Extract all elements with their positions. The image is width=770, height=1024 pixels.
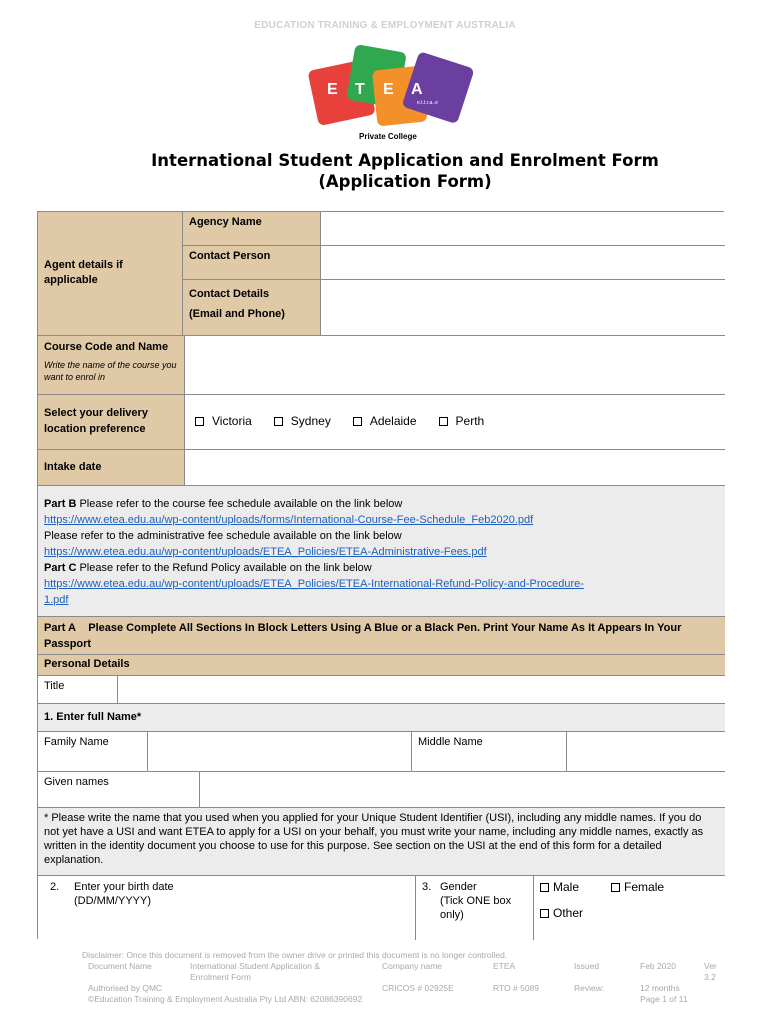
intake-date-field[interactable]	[185, 450, 725, 486]
footer-cricos: CRICOS # 02925E	[382, 983, 454, 993]
part-b-text: Please refer to the course fee schedule available on the link below	[76, 498, 403, 510]
course-field[interactable]	[185, 336, 725, 395]
course-hint: Write the name of the course you want to enrol in	[44, 360, 177, 382]
option-label: Adelaide	[369, 414, 417, 428]
personal-details-heading: Personal Details	[38, 655, 725, 676]
delivery-option-adelaide[interactable]	[353, 414, 417, 428]
birth-date-format: (DD/MM/YYYY)	[74, 895, 151, 907]
title-label: Title	[38, 676, 118, 704]
footer-issued-value: Feb 2020	[640, 961, 676, 971]
page-title	[0, 150, 770, 192]
middle-name-field[interactable]	[567, 732, 725, 772]
part-a-label: Part A	[44, 622, 76, 634]
footer-review-value: 12 months	[640, 983, 680, 993]
checkbox-icon[interactable]	[195, 417, 204, 426]
part-a-text: Please Complete All Sections In Block Letters Using A Blue or a Black Pen. Print Your Name As It Appears In Your Passport	[44, 622, 682, 650]
option-label: Perth	[455, 414, 485, 428]
logo-letter-a: A	[411, 81, 423, 98]
agency-name-label: Agency Name	[183, 212, 321, 246]
given-names-label: Given names	[38, 772, 200, 808]
footer-issued-label: Issued	[574, 961, 600, 971]
agency-name-field[interactable]	[321, 212, 725, 246]
usi-note: * Please write the name that you used when you applied for your Unique Student Identifier (USI), including any middle names. If you do not yet have a USI and want ETEA to apply for a USI on your behalf, you must write your name, including any middle names, exactly as written in the identity document you choose to use for this purpose. See section on the USI at the end of this form for a detailed explanation.	[38, 808, 725, 876]
part-c-text: Please refer to the Refund Policy available on the link below	[76, 562, 372, 574]
birth-date-label: Enter your birth date	[74, 881, 174, 893]
checkbox-icon[interactable]	[353, 417, 362, 426]
gender-hint-1: (Tick ONE box	[440, 895, 512, 907]
logo-letter-e1: E	[327, 81, 338, 98]
gender-option-male[interactable]	[540, 880, 579, 894]
family-name-label: Family Name	[38, 732, 148, 772]
gender-hint-2: only)	[440, 909, 464, 921]
delivery-options	[185, 395, 725, 450]
course-label	[38, 336, 185, 395]
checkbox-icon[interactable]	[611, 883, 620, 892]
etea-logo	[305, 44, 475, 144]
option-label: Other	[553, 906, 584, 920]
contact-person-label: Contact Person	[183, 246, 321, 280]
footer-review-label: Review:	[574, 983, 605, 993]
full-name-heading: 1. Enter full Name*	[38, 704, 725, 732]
footer-doc-name-label: Document Name	[88, 961, 152, 971]
application-form	[37, 211, 724, 939]
contact-details-sub: (Email and Phone)	[189, 308, 285, 320]
footer-disclaimer: Disclaimer: Once this document is removed from the owner drive or printed this document is no longer controlled.	[82, 950, 508, 960]
agent-details-label: Agent details if applicable	[38, 212, 183, 336]
delivery-option-perth[interactable]	[439, 414, 485, 428]
part-b-label: Part B	[44, 498, 77, 510]
course-label-text: Course Code and Name	[44, 341, 169, 353]
middle-name-label: Middle Name	[412, 732, 567, 772]
footer-copyright: ©Education Training & Employment Australia Pty Ltd ABN: 62086390692	[88, 994, 363, 1004]
footer-authorised: Authorised by QMC	[88, 983, 163, 993]
option-label: Male	[553, 880, 580, 894]
option-label: Sydney	[290, 414, 331, 428]
footer-ver-value: 3.2	[704, 972, 716, 982]
gender-label: Gender	[440, 881, 477, 893]
delivery-label: Select your delivery location preference	[38, 395, 185, 450]
gender-number: 3.	[422, 881, 432, 893]
given-names-field[interactable]	[200, 772, 725, 808]
birth-date-number: 2.	[50, 881, 60, 893]
part-c-label: Part C	[44, 562, 77, 574]
fee-links-section	[38, 486, 725, 617]
gender-option-other[interactable]	[540, 906, 583, 920]
refund-policy-link-cont[interactable]: 1.pdf	[44, 594, 69, 606]
contact-person-field[interactable]	[321, 246, 725, 280]
option-label: Victoria	[212, 414, 252, 428]
footer-company-label: Company name	[382, 961, 443, 971]
intake-date-label: Intake date	[38, 450, 185, 486]
gender-label-cell	[416, 876, 534, 940]
admin-fee-link[interactable]: https://www.etea.edu.au/wp-content/uploads/ETEA_Policies/ETEA-Administrative-Fees.pdf	[44, 546, 487, 558]
footer-rto: RTO # 5089	[493, 983, 539, 993]
part-a-instructions	[38, 617, 725, 655]
title-line-2: (Application Form)	[318, 172, 492, 191]
org-header: EDUCATION TRAINING & EMPLOYMENT AUSTRALIA	[254, 20, 516, 31]
logo-tagline: Private College	[359, 132, 417, 141]
checkbox-icon[interactable]	[274, 417, 283, 426]
contact-details-title: Contact Details	[189, 288, 270, 300]
refund-policy-link[interactable]: https://www.etea.edu.au/wp-content/uploads/ETEA_Policies/ETEA-International-Refund-Policy-and-Procedure-	[44, 578, 584, 590]
option-label: Female	[624, 880, 665, 894]
gender-option-female[interactable]	[611, 880, 664, 894]
gender-options	[534, 876, 725, 940]
footer-ver-label: Ver	[704, 961, 717, 971]
birth-date-cell[interactable]	[38, 876, 416, 940]
contact-details-field[interactable]	[321, 280, 725, 336]
logo-letter-t: T	[355, 81, 365, 98]
title-line-1: International Student Application and Enrolment Form	[151, 151, 659, 170]
family-name-field[interactable]	[148, 732, 412, 772]
title-field[interactable]	[118, 676, 725, 704]
footer-page-number: Page 1 of 11	[640, 994, 688, 1004]
checkbox-icon[interactable]	[540, 909, 549, 918]
footer-doc-name-value: International Student Application & Enrolment Form	[190, 961, 320, 982]
footer-company-value: ETEA	[493, 961, 516, 971]
delivery-option-victoria[interactable]	[195, 414, 252, 428]
checkbox-icon[interactable]	[540, 883, 549, 892]
course-fee-link[interactable]: https://www.etea.edu.au/wp-content/uploads/forms/International-Course-Fee-Schedule_Feb2020.pdf	[44, 514, 534, 526]
delivery-option-sydney[interactable]	[274, 414, 331, 428]
admin-fee-text: Please refer to the administrative fee schedule available on the link below	[44, 530, 402, 542]
checkbox-icon[interactable]	[439, 417, 448, 426]
logo-letter-e2: E	[383, 81, 394, 98]
logo-mark: e.t.t.r.a..e	[417, 100, 438, 106]
contact-details-label	[183, 280, 321, 336]
